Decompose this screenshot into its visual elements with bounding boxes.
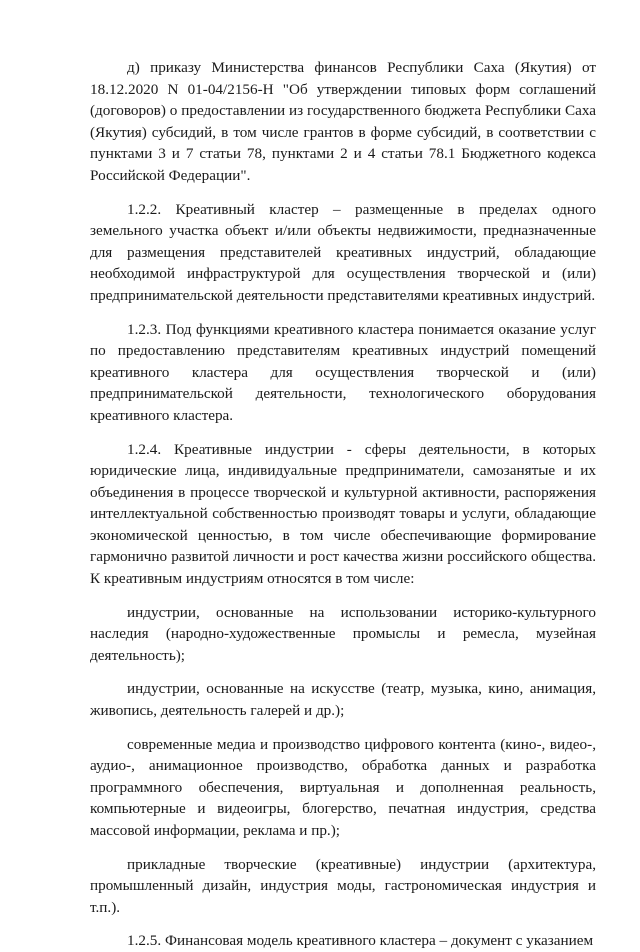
- paragraph-order-reference: д) приказу Министерства финансов Республики Саха (Якутия) от 18.12.2020 N 01-04/2156-Н "Об утверждении типовых форм соглашений (договоров) о предоставлении из государственного бюджета Республики Саха (Якутия) субсидий, в том числе грантов в форме субсидий, в соответствии с пунктами 3 и 7 статьи 78, пунктами 2 и 4 статьи 78.1 Бюджетного кодекса Российской Федерации".: [90, 59, 596, 184]
- paragraph-1-2-2-creative-cluster: 1.2.2. Креативный кластер – размещенные в пределах одного земельного участка объект и/или объекты недвижимости, предназначенные для размещения представителей креативных индустрий, обладающие необходимой инфраструктурой для осуществления творческой и (или) предпринимательской деятельности представителями креативных индустрий.: [90, 200, 596, 304]
- paragraph-heritage-industries: индустрии, основанные на использовании историко-культурного наследия (народно-художественные промыслы и ремесла, музейная деятельность);: [90, 603, 596, 664]
- paragraph-art-industries: индустрии, основанные на искусстве (театр, музыка, кино, анимация, живопись, деятельность галерей и др.);: [90, 680, 596, 720]
- paragraph-1-2-3-cluster-functions: 1.2.3. Под функциями креативного кластера понимается оказание услуг по предоставлению представителям креативных индустрий помещений креативного кластера для осуществления творческой и (или) предпринимательской деятельности, технологического оборудования креативного кластера.: [90, 320, 596, 424]
- document-body: [90, 57, 596, 952]
- paragraph-digital-media: современные медиа и производство цифрового контента (кино-, видео-, аудио-, анимационное производство, обработка данных и разработка программного обеспечения, виртуальная и дополненная реальность, компьютерные и видеоигры, блогерство, печатная индустрия, средства массовой информации, реклама и пр.);: [90, 735, 596, 839]
- paragraph-1-2-4-creative-industries: 1.2.4. Креативные индустрии - сферы деятельности, в которых юридические лица, индивидуальные предприниматели, самозанятые и их объединения в процессе творческой и культурной активности, распоряжения интеллектуальной собственностью производят товары и услуги, обладающие экономической ценностью, в том числе обеспечивающие формирование гармонично развитой личности и рост качества жизни российского общества. К креативным индустриям относятся в том числе:: [90, 440, 596, 588]
- paragraph-applied-industries: прикладные творческие (креативные) индустрии (архитектура, промышленный дизайн, индустрия моды, гастрономическая индустрия и т.п.).: [90, 855, 596, 916]
- paragraph-1-2-5-financial-model: 1.2.5. Финансовая модель креативного кластера – документ с указанием: [127, 932, 594, 950]
